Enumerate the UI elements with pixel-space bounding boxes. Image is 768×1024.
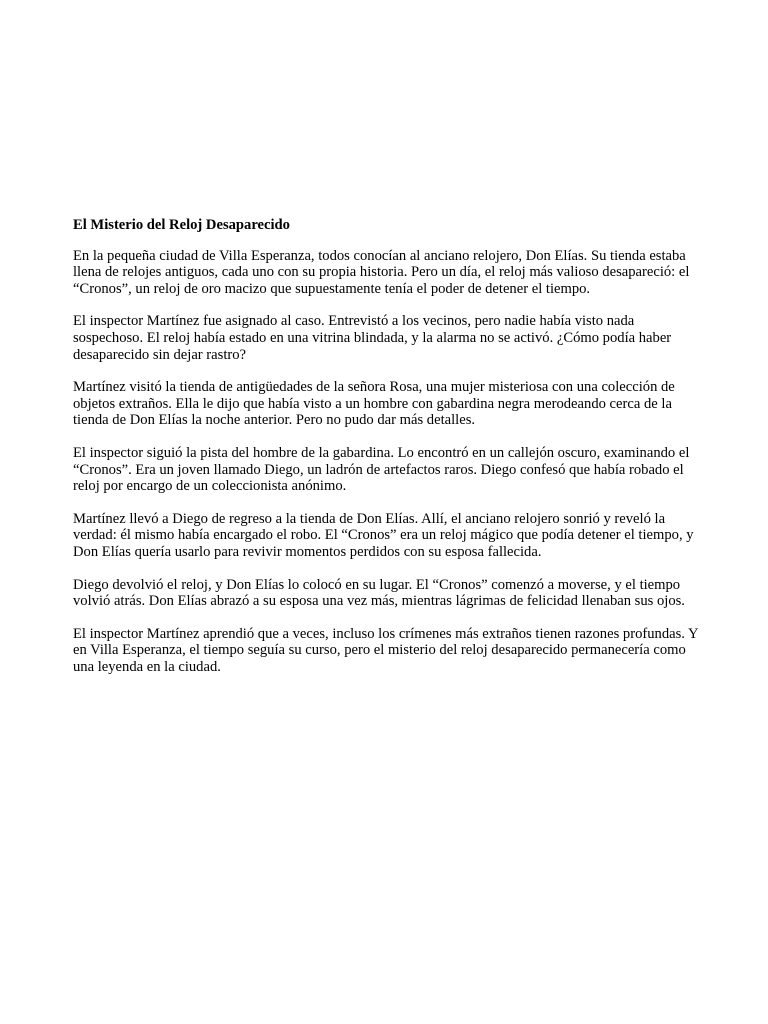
paragraph: En la pequeña ciudad de Villa Esperanza, todos conocían al anciano relojero, Don Elías. Su tienda estaba llena de relojes antiguos, cada uno con su propia historia. Pero un día, el reloj más valioso desapareció: el “Cronos”, un reloj de oro macizo que supuestamente tenía el poder de detener el tiempo. bbox=[73, 247, 690, 297]
paragraph: El inspector siguió la pista del hombre de la gabardina. Lo encontró en un callejón oscuro, examinando el “Cronos”. Era un joven llamado Diego, un ladrón de artefactos raros. Diego confesó que había robado el reloj por encargo de un coleccionista anónimo. bbox=[73, 444, 690, 495]
paragraph: Martínez llevó a Diego de regreso a la tienda de Don Elías. Allí, el anciano relojero sonrió y reveló la verdad: él mismo había encargado el robo. El “Cronos” era un reloj mágico que podía detener el tiempo, y Don Elías quería usarlo para revivir momentos perdidos con su esposa fallecida. bbox=[73, 510, 694, 560]
paragraph: El inspector Martínez aprendió que a veces, incluso los crímenes más extraños tienen razones profundas. Y en Villa Esperanza, el tiempo seguía su curso, pero el misterio del reloj desaparecido permanecería como una leyenda en la ciudad. bbox=[73, 625, 699, 675]
paragraph: Martínez visitó la tienda de antigüedades de la señora Rosa, una mujer misteriosa con una colección de objetos extraños. Ella le dijo que había visto a un hombre con gabardina negra merodeando cerca de la tienda de Don Elías la noche anterior. Pero no pudo dar más detalles. bbox=[73, 379, 675, 429]
paragraph: Diego devolvió el reloj, y Don Elías lo colocó en su lugar. El “Cronos” comenzó a moverse, y el tiempo volvió atrás. Don Elías abrazó a su esposa una vez más, mientras lágrimas de felicidad llenaban sus ojos. bbox=[73, 576, 685, 610]
paragraph: El inspector Martínez fue asignado al caso. Entrevistó a los vecinos, pero nadie había visto nada sospechoso. El reloj había estado en una vitrina blindada, y la alarma no se activó. ¿Cómo podía haber desaparecido sin dejar rastro? bbox=[73, 313, 672, 363]
document-body bbox=[73, 217, 699, 691]
document-title: El Misterio del Reloj Desaparecido bbox=[73, 217, 290, 233]
